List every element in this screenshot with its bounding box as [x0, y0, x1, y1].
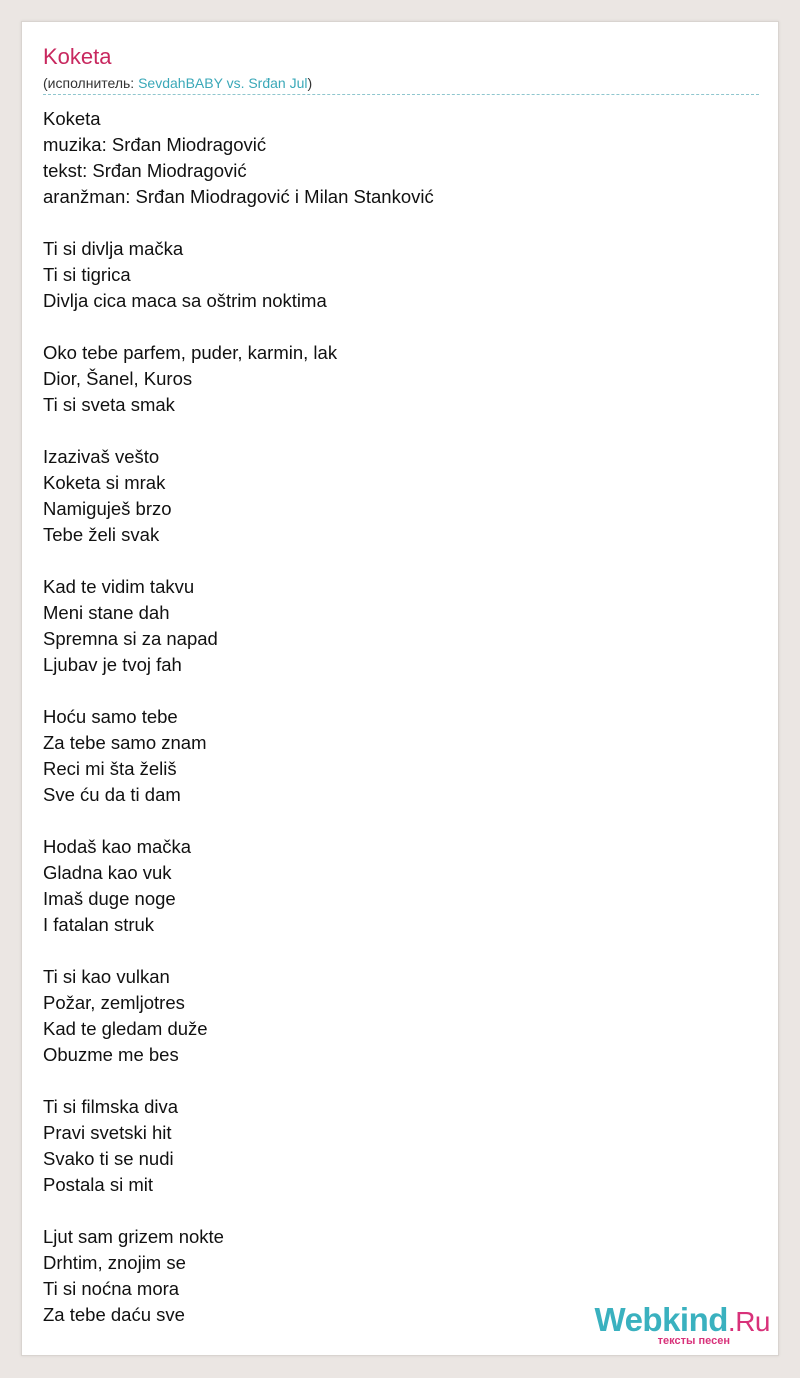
- lyric-line: Meni stane dah: [43, 602, 170, 623]
- artist-suffix: ): [307, 75, 313, 91]
- lyric-line: Spremna si za napad: [43, 628, 218, 649]
- lyric-line: Kad te vidim takvu: [43, 576, 195, 597]
- lyric-line: aranžman: Srđan Miodragović i Milan Stanković: [43, 186, 434, 207]
- lyric-line: Ti si kao vulkan: [43, 966, 170, 987]
- lyric-line: muzika: Srđan Miodragović: [43, 134, 267, 155]
- stanza-break: [43, 808, 434, 834]
- lyric-line: Drhtim, znojim se: [43, 1252, 186, 1273]
- lyric-line: Hoću samo tebe: [43, 706, 178, 727]
- stanza-break: [43, 210, 434, 236]
- lyric-line: Za tebe samo znam: [43, 732, 207, 753]
- site-logo[interactable]: [595, 1303, 770, 1347]
- lyric-line: Kad te gledam duže: [43, 1018, 208, 1039]
- logo-wordmark: [595, 1303, 770, 1339]
- lyric-line: Za tebe daću sve: [43, 1304, 185, 1325]
- lyric-line: Svako ti se nudi: [43, 1148, 174, 1169]
- stanza-break: [43, 678, 434, 704]
- lyric-line: Ti si divlja mačka: [43, 238, 184, 259]
- lyric-line: Ljut sam grizem nokte: [43, 1226, 224, 1247]
- lyric-line: Imaš duge noge: [43, 888, 176, 909]
- logo-tagline: тексты песен: [657, 1335, 730, 1347]
- lyric-line: Sve ću da ti dam: [43, 784, 181, 805]
- logo-name: Webkind: [594, 1301, 728, 1338]
- stanza-break: [43, 314, 434, 340]
- lyric-line: Ti si sveta smak: [43, 394, 175, 415]
- lyric-line: Tebe želi svak: [43, 524, 160, 545]
- lyric-line: Obuzme me bes: [43, 1044, 179, 1065]
- lyric-line: Ti si tigrica: [43, 264, 131, 285]
- lyric-line: tekst: Srđan Miodragović: [43, 160, 247, 181]
- logo-tld: .Ru: [727, 1306, 770, 1337]
- stanza-break: [43, 938, 434, 964]
- lyric-line: Hodaš kao mačka: [43, 836, 192, 857]
- stanza-break: [43, 1068, 434, 1094]
- lyric-line: Ti si filmska diva: [43, 1096, 179, 1117]
- lyric-line: Pravi svetski hit: [43, 1122, 172, 1143]
- lyric-line: Gladna kao vuk: [43, 862, 172, 883]
- artist-prefix: (исполнитель:: [43, 75, 139, 91]
- stanza-break: [43, 548, 434, 574]
- lyric-line: Postala si mit: [43, 1174, 154, 1195]
- stanza-break: [43, 418, 434, 444]
- artist-line: [43, 74, 312, 92]
- artist-link[interactable]: SevdahBABY vs. Srđan Jul: [138, 75, 308, 91]
- song-title: Koketa: [43, 44, 112, 69]
- lyric-line: Namiguješ brzo: [43, 498, 172, 519]
- lyric-line: Oko tebe parfem, puder, karmin, lak: [43, 342, 338, 363]
- lyric-line: I fatalan struk: [43, 914, 155, 935]
- lyric-line: Ljubav je tvoj fah: [43, 654, 182, 675]
- title-divider: [43, 94, 759, 95]
- lyric-line: Reci mi šta želiš: [43, 758, 177, 779]
- lyric-line: Koketa si mrak: [43, 472, 166, 493]
- lyric-line: Dior, Šanel, Kuros: [43, 368, 193, 389]
- lyrics-card: [21, 21, 779, 1356]
- lyric-line: Požar, zemljotres: [43, 992, 185, 1013]
- lyric-line: Ti si noćna mora: [43, 1278, 180, 1299]
- lyrics-text: [43, 106, 434, 1328]
- stanza-break: [43, 1198, 434, 1224]
- lyric-line: Koketa: [43, 108, 101, 129]
- lyric-line: Izazivaš vešto: [43, 446, 160, 467]
- lyric-line: Divlja cica maca sa oštrim noktima: [43, 290, 327, 311]
